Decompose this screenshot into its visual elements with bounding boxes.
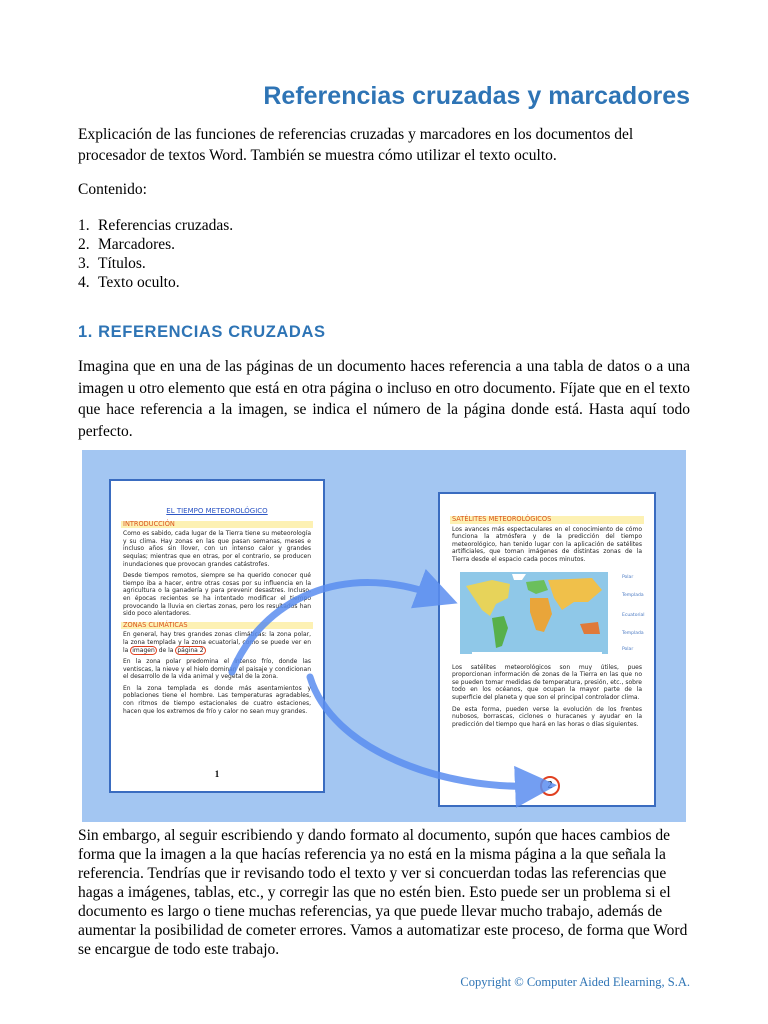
page-text: En general, hay tres grandes zonas climáticas: la zona polar, la zona templada y la zona ecuatorial, como se puede ver en la imagen de la página 2 xyxy=(123,631,311,654)
zone-label: Ecuatorial xyxy=(622,612,645,618)
arrow-to-page-number xyxy=(310,677,536,786)
toc-item: 4. Texto oculto. xyxy=(78,274,180,291)
section-paragraph-1: Imagina que en una de las páginas de un documento haces referencia a una tabla de datos o a una imagen u otro elemento que está en otra página o incluso en otro documento. Fíjate que en el texto que hace referencia a la imagen, se indica el número de la página donde está. Hasta aquí todo perfecto. xyxy=(78,358,690,440)
page-text: Como es sabido, cada lugar de la Tierra tiene su meteorología y su clima. Hay zonas en las que pasan semanas, meses e incluso años sin llover, con un intenso calor y grandes sequías; mientras que en otras, por el contrario, se producen inundaciones que provocan grandes catástrofes. xyxy=(123,530,311,568)
reference-arrows xyxy=(82,450,686,822)
section-heading: 1. REFERENCIAS CRUZADAS xyxy=(78,323,326,341)
page-reference: página 2 xyxy=(177,646,204,654)
page-title: Referencias cruzadas y marcadores xyxy=(263,82,690,110)
contents-label: Contenido: xyxy=(78,181,147,198)
section-paragraph-2: Sin embargo, al seguir escribiendo y dando formato al documento, supón que haces cambios de forma que la imagen a la que hacías referencia ya no está en la misma página a la que señala la referencia. Tendrías que ir revisando todo el texto y ver si concuerdan todas las referencias que hagas a imágenes, tablas, etc., y corregir las que no estén bien. Esto puede ser un problema si el documento es largo o tiene muchas referencias, ya que puede llevar mucho trabajo, además de aumentar la posibilidad de cometer errores. Vamos a automatizar este proceso, de forma que Word se encargue de todo este trabajo. xyxy=(78,827,688,958)
page-text: De esta forma, pueden verse la evolución de los frentes nubosos, borrascas, ciclones o huracanes y ayudar en la predicción del tiempo que hará en las horas o días siguientes. xyxy=(452,705,642,728)
zone-label: Polar xyxy=(622,574,634,580)
zone-label: Templada xyxy=(622,630,644,636)
cross-reference-illustration xyxy=(82,450,686,822)
toc-item: 2. Marcadores. xyxy=(78,236,176,253)
copyright-footer: Copyright © Computer Aided Elearning, S.A. xyxy=(460,975,690,989)
page-text: En la zona polar predomina el intenso frío, donde las ventiscas, la nieve y el hielo dominan el paisaje y condicionan el desarrollo de la vida animal y vegetal de la zona. xyxy=(123,658,311,681)
section-label: SATÉLITES METEOROLÓGICOS xyxy=(450,516,644,524)
page-text: Los avances más espectaculares en el conocimiento de cómo funciona la atmósfera y de la predicción del tiempo meteorológico, han tenido lugar con la aplicación de satélites artificiales, que toman imágenes de distintas zonas de la Tierra desde el espacio cada pocos minutos. xyxy=(452,525,642,563)
page-text: Los satélites meteorológicos son muy útiles, pues proporcionan información de zonas de la Tierra en las que no se pueden tomar medidas de temperatura, presión, etc., sobre todo en los océanos, que ocupan la mayor parte de la superficie del planeta y que son el principal controlador clima. xyxy=(452,663,642,701)
table-of-contents xyxy=(78,216,233,292)
zone-label: Templada xyxy=(622,592,644,598)
page-text: En la zona templada es donde más asentamientos y poblaciones tiene el hombre. Las temperaturas agradables, con ritmos de tiempo estacionales de cuatro estaciones, hacen que los extremos de frío y calor no sean muy grandes. xyxy=(123,684,311,715)
page-heading: EL TIEMPO METEOROLÓGICO xyxy=(166,507,268,515)
toc-item: 1. Referencias cruzadas. xyxy=(78,217,234,234)
section-label: ZONAS CLIMÁTICAS xyxy=(121,622,313,630)
image-reference: imagen xyxy=(132,646,155,654)
intro-paragraph: Explicación de las funciones de referencias cruzadas y marcadores en los documentos del procesador de textos Word. También se muestra cómo utilizar el texto oculto. xyxy=(78,126,634,164)
zone-label: Polar xyxy=(622,646,634,652)
page-text: Desde tiempos remotos, siempre se ha querido conocer qué tiempo iba a hacer, entre otras cosas por su influencia en la agricultura o la ganadería y para prevenir desastres. Incluso, en épocas recientes se ha intentado modificar el tiempo provocando la lluvia en ciertas zonas, pero los resultados han sido poco alentadores. xyxy=(123,572,311,618)
page-number: 1 xyxy=(214,769,220,780)
section-label: INTRODUCCIÓN xyxy=(121,521,313,529)
page-number-circle: 2 xyxy=(540,776,560,796)
toc-item: 3. Títulos. xyxy=(78,255,146,272)
arrow-to-image xyxy=(232,583,438,672)
